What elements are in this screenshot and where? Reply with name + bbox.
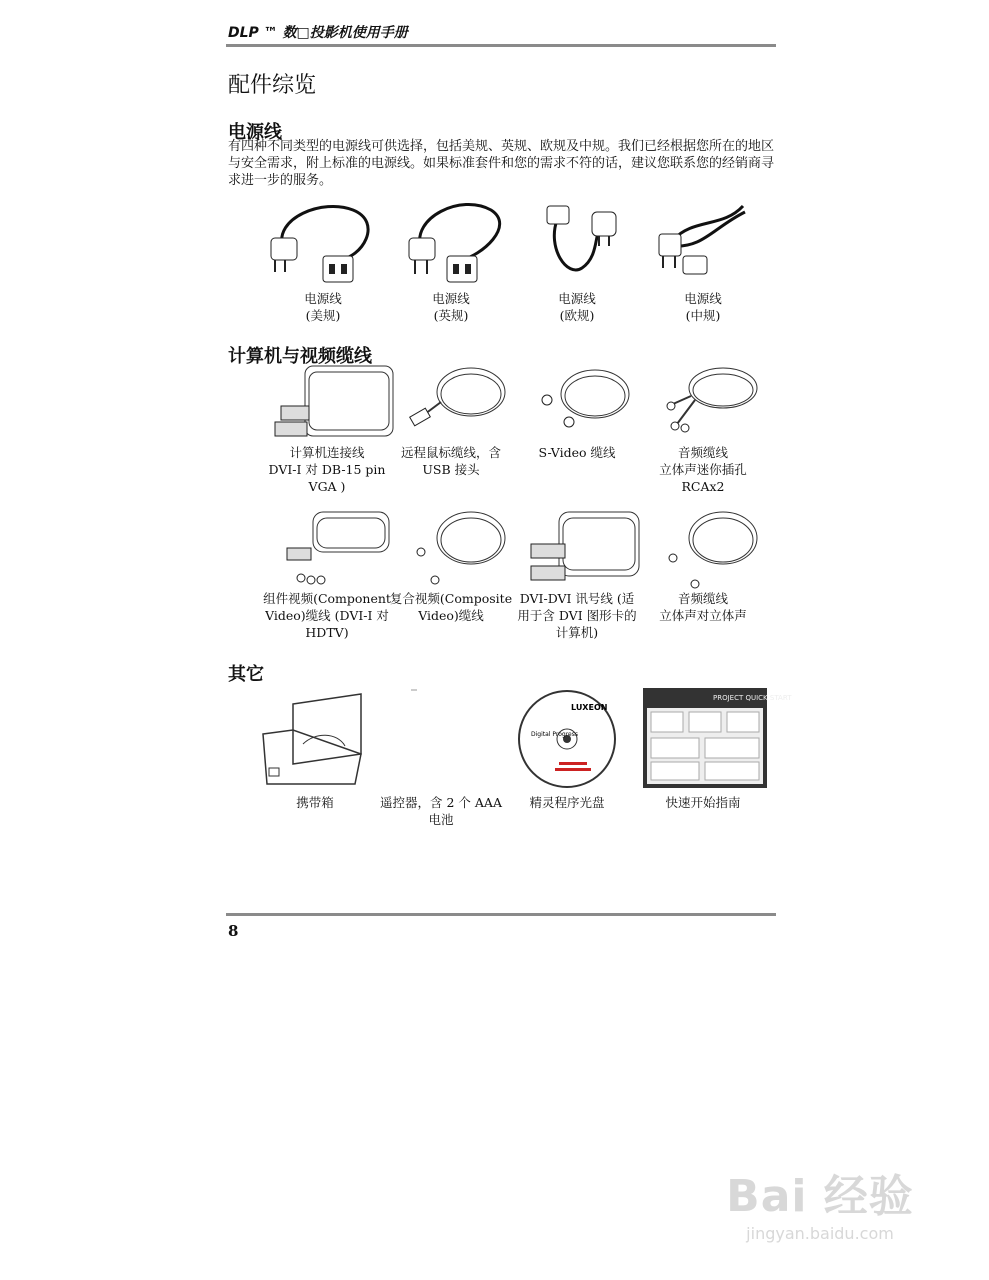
power-cord-uk-caption: 电源线 (英规): [432, 291, 470, 323]
power-cord-us-caption: 电源线 (美规): [304, 291, 342, 323]
cable-audio-stereo-image: [633, 508, 773, 590]
section-heading-cables: 计算机与视频缆线: [228, 346, 372, 367]
cd-text: Digital Progress: [531, 731, 578, 738]
cable-s-video-caption: S-Video 缆线: [538, 445, 616, 460]
quick-start-guide-caption: 快速开始指南: [665, 795, 741, 810]
cable-dvi-dvi-caption: DVI-DVI 讯号线 (适 用于含 DVI 图形卡的 计算机): [517, 591, 637, 640]
carrying-case-caption: 携带箱: [296, 795, 334, 810]
guide-title: PROJECT QUICK START: [713, 694, 792, 702]
watermark: [700, 1160, 940, 1243]
watermark-url: jingyan.baidu.com: [746, 1224, 894, 1243]
header-rule: [226, 44, 776, 47]
cable-audio-stereo: [628, 508, 778, 624]
wizard-cd: [492, 684, 642, 811]
section-heading-power: 电源线: [228, 122, 282, 143]
power-cord-us-image: [253, 198, 393, 290]
cable-dvi-dvi-image: [507, 508, 647, 590]
quick-start-guide-image: [633, 684, 792, 794]
quick-start-guide: [628, 684, 792, 811]
cable-audio-rca-image: [633, 362, 773, 444]
power-cord-cn-image: [633, 198, 773, 290]
footer-rule: [226, 913, 776, 916]
section-heading-others: 其它: [228, 664, 264, 685]
cd-brand: LUXEON: [571, 703, 608, 712]
wizard-cd-caption: 精灵程序光盘: [529, 795, 605, 810]
watermark-brand: Bai 经验: [726, 1171, 914, 1222]
cable-component-video-caption: 组件视频(Component Video)缆线 (DVI-I 对 HDTV): [263, 591, 391, 640]
cable-composite-video-caption: 复合视频(Composite Video)缆线: [389, 591, 513, 623]
wizard-cd-image: [497, 684, 637, 794]
power-cord-uk-image: [381, 198, 521, 290]
power-cord-cn: [628, 198, 778, 324]
power-cord-eu-image: [507, 198, 647, 290]
carrying-case-image: [245, 684, 385, 794]
cable-audio-rca-caption: 音频缆线 立体声迷你插孔 RCAx2: [659, 445, 747, 494]
cable-s-video-image: [507, 362, 647, 444]
cable-dvi-vga-caption: 计算机连接线 DVI-I 对 DB-15 pin VGA ): [268, 445, 386, 494]
power-cord-cn-caption: 电源线 (中规): [684, 291, 722, 323]
power-cord-eu-caption: 电源线 (欧规): [558, 291, 596, 323]
cable-composite-video-image: [381, 508, 521, 590]
page-title: 配件综览: [228, 73, 317, 98]
cable-audio-rca: [628, 362, 778, 495]
running-header: DLP ™ 数□投影机使用手册: [228, 25, 408, 41]
power-description: 有四种不同类型的电源线可供选择，包括美规、英规、欧规及中规。我们已经根据您所在的地区与安全需求，附上标准的电源线。如果标准套件和您的需求不符的话，建议您联系您的经销商寻求进一步的服务。: [228, 139, 775, 188]
remote-control-caption: 遥控器，含 2 个 AAA 电池: [380, 795, 502, 827]
page-number: 8: [228, 922, 239, 940]
cable-audio-stereo-caption: 音频缆线 立体声对立体声: [659, 591, 747, 623]
cable-usb-mouse-caption: 远程鼠标缆线，含 USB 接头: [400, 445, 501, 477]
cable-usb-mouse-image: [381, 362, 521, 444]
remote-control-image: [371, 684, 511, 794]
